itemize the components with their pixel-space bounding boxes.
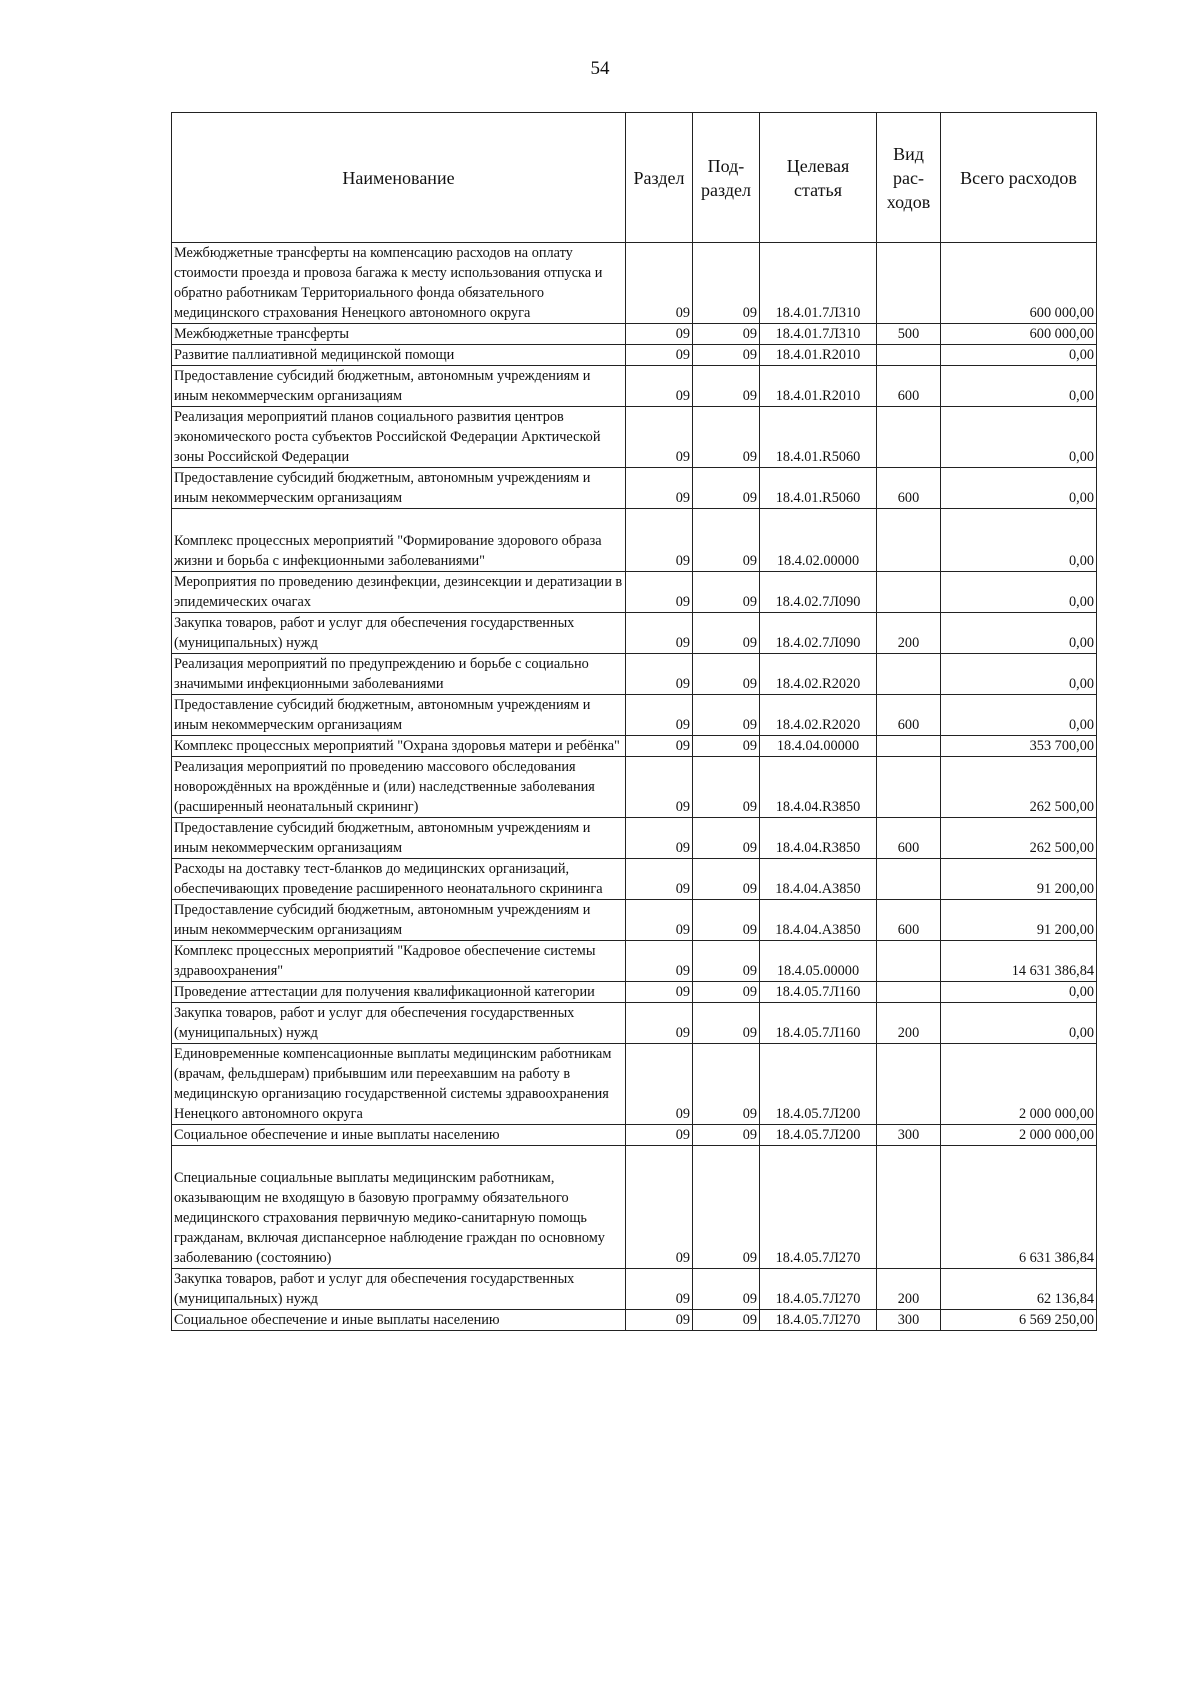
cell-kind xyxy=(877,407,941,468)
table-header-row xyxy=(172,113,1097,243)
cell-total: 0,00 xyxy=(941,468,1097,509)
cell-subsection: 09 xyxy=(693,468,760,509)
cell-target: 18.4.04.R3850 xyxy=(760,757,877,818)
table-row xyxy=(172,468,1097,509)
cell-kind: 600 xyxy=(877,366,941,407)
cell-total: 14 631 386,84 xyxy=(941,941,1097,982)
cell-name: Единовременные компенсационные выплаты медицинским работникам (врачам, фельдшерам) прибывшим или переехавшим на работу в медицинскую организацию государственной системы здравоохранения Ненецкого автономного округа xyxy=(172,1044,626,1125)
cell-kind xyxy=(877,572,941,613)
cell-total: 2 000 000,00 xyxy=(941,1125,1097,1146)
cell-total: 600 000,00 xyxy=(941,243,1097,324)
cell-name: Закупка товаров, работ и услуг для обеспечения государственных (муниципальных) нужд xyxy=(172,1003,626,1044)
cell-name: Предоставление субсидий бюджетным, автономным учреждениям и иным некоммерческим организациям xyxy=(172,468,626,509)
cell-section: 09 xyxy=(626,941,693,982)
cell-name: Развитие паллиативной медицинской помощи xyxy=(172,345,626,366)
header-name: Наименование xyxy=(172,113,626,243)
cell-kind: 300 xyxy=(877,1310,941,1331)
cell-subsection: 09 xyxy=(693,859,760,900)
cell-kind xyxy=(877,654,941,695)
cell-section: 09 xyxy=(626,695,693,736)
cell-target: 18.4.01.R5060 xyxy=(760,407,877,468)
cell-total: 0,00 xyxy=(941,1003,1097,1044)
cell-target: 18.4.04.А3850 xyxy=(760,900,877,941)
cell-total: 262 500,00 xyxy=(941,818,1097,859)
cell-kind: 600 xyxy=(877,900,941,941)
header-subsection-line1: Под- xyxy=(707,155,745,176)
cell-subsection: 09 xyxy=(693,613,760,654)
cell-kind xyxy=(877,757,941,818)
cell-target: 18.4.05.7Л200 xyxy=(760,1044,877,1125)
cell-subsection: 09 xyxy=(693,1269,760,1310)
cell-section: 09 xyxy=(626,1310,693,1331)
cell-subsection: 09 xyxy=(693,654,760,695)
budget-table xyxy=(171,112,1097,1331)
cell-name: Комплекс процессных мероприятий "Кадровое обеспечение системы здравоохранения" xyxy=(172,941,626,982)
cell-section: 09 xyxy=(626,1044,693,1125)
cell-section: 09 xyxy=(626,468,693,509)
cell-subsection: 09 xyxy=(693,366,760,407)
header-subsection-line2: раздел xyxy=(701,179,751,200)
cell-section: 09 xyxy=(626,757,693,818)
table-row xyxy=(172,941,1097,982)
cell-name: Предоставление субсидий бюджетным, автономным учреждениям и иным некоммерческим организациям xyxy=(172,695,626,736)
cell-total: 6 569 250,00 xyxy=(941,1310,1097,1331)
header-subsection xyxy=(693,113,760,243)
cell-section: 09 xyxy=(626,345,693,366)
cell-name: Расходы на доставку тест-бланков до медицинских организаций, обеспечивающих проведение расширенного неонатального скрининга xyxy=(172,859,626,900)
cell-kind xyxy=(877,509,941,572)
cell-name: Закупка товаров, работ и услуг для обеспечения государственных (муниципальных) нужд xyxy=(172,613,626,654)
table-row xyxy=(172,900,1097,941)
page-number: 54 xyxy=(590,58,610,79)
cell-total: 0,00 xyxy=(941,509,1097,572)
cell-name: Социальное обеспечение и иные выплаты населению xyxy=(172,1125,626,1146)
cell-name: Специальные социальные выплаты медицинским работникам, оказывающим не входящую в базовую программу обязательного медицинского страхования первичную медико-санитарную помощь гражданам, включая диспансерное наблюдение граждан по основному заболеванию (состоянию) xyxy=(172,1146,626,1269)
cell-name: Предоставление субсидий бюджетным, автономным учреждениям и иным некоммерческим организациям xyxy=(172,366,626,407)
table-body xyxy=(172,243,1097,1331)
cell-target: 18.4.01.R5060 xyxy=(760,468,877,509)
cell-name: Предоставление субсидий бюджетным, автономным учреждениям и иным некоммерческим организациям xyxy=(172,818,626,859)
cell-kind xyxy=(877,982,941,1003)
cell-name: Проведение аттестации для получения квалификационной категории xyxy=(172,982,626,1003)
cell-section: 09 xyxy=(626,818,693,859)
cell-section: 09 xyxy=(626,982,693,1003)
table-row xyxy=(172,509,1097,572)
cell-subsection: 09 xyxy=(693,572,760,613)
cell-total: 0,00 xyxy=(941,982,1097,1003)
cell-name: Реализация мероприятий по проведению массового обследования новорождённых на врождённые и (или) наследственные заболевания (расширенный неонатальный скрининг) xyxy=(172,757,626,818)
cell-section: 09 xyxy=(626,1146,693,1269)
cell-subsection: 09 xyxy=(693,900,760,941)
cell-subsection: 09 xyxy=(693,982,760,1003)
table-row xyxy=(172,407,1097,468)
cell-section: 09 xyxy=(626,509,693,572)
cell-target: 18.4.05.7Л270 xyxy=(760,1310,877,1331)
table-row xyxy=(172,818,1097,859)
cell-subsection: 09 xyxy=(693,736,760,757)
cell-kind xyxy=(877,345,941,366)
cell-target: 18.4.01.7Л310 xyxy=(760,243,877,324)
cell-kind: 200 xyxy=(877,1003,941,1044)
table-row xyxy=(172,1146,1097,1269)
cell-subsection: 09 xyxy=(693,941,760,982)
cell-kind: 600 xyxy=(877,818,941,859)
cell-kind xyxy=(877,736,941,757)
header-kind xyxy=(877,113,941,243)
cell-section: 09 xyxy=(626,243,693,324)
cell-subsection: 09 xyxy=(693,345,760,366)
table-row xyxy=(172,736,1097,757)
cell-section: 09 xyxy=(626,1269,693,1310)
cell-target: 18.4.02.7Л090 xyxy=(760,572,877,613)
cell-name: Межбюджетные трансферты на компенсацию расходов на оплату стоимости проезда и провоза багажа к месту использования отпуска и обратно работникам Территориального фонда обязательного медицинского страхования Ненецкого автономного округа xyxy=(172,243,626,324)
header-total: Всего расходов xyxy=(941,113,1097,243)
cell-kind: 200 xyxy=(877,613,941,654)
cell-subsection: 09 xyxy=(693,818,760,859)
cell-target: 18.4.02.00000 xyxy=(760,509,877,572)
cell-subsection: 09 xyxy=(693,407,760,468)
cell-subsection: 09 xyxy=(693,757,760,818)
cell-name: Комплекс процессных мероприятий "Охрана здоровья матери и ребёнка" xyxy=(172,736,626,757)
cell-total: 353 700,00 xyxy=(941,736,1097,757)
cell-kind: 600 xyxy=(877,695,941,736)
cell-subsection: 09 xyxy=(693,1125,760,1146)
cell-kind xyxy=(877,859,941,900)
cell-name: Мероприятия по проведению дезинфекции, дезинсекции и дератизации в эпидемических очагах xyxy=(172,572,626,613)
table-row xyxy=(172,695,1097,736)
cell-section: 09 xyxy=(626,859,693,900)
table-row xyxy=(172,345,1097,366)
table-row xyxy=(172,859,1097,900)
cell-total: 6 631 386,84 xyxy=(941,1146,1097,1269)
cell-total: 91 200,00 xyxy=(941,900,1097,941)
table-row xyxy=(172,982,1097,1003)
cell-kind: 300 xyxy=(877,1125,941,1146)
cell-subsection: 09 xyxy=(693,1146,760,1269)
cell-kind: 200 xyxy=(877,1269,941,1310)
header-section: Раздел xyxy=(626,113,693,243)
cell-target: 18.4.02.R2020 xyxy=(760,654,877,695)
cell-subsection: 09 xyxy=(693,1310,760,1331)
table-row xyxy=(172,1125,1097,1146)
cell-total: 0,00 xyxy=(941,572,1097,613)
cell-target: 18.4.05.7Л160 xyxy=(760,1003,877,1044)
cell-total: 62 136,84 xyxy=(941,1269,1097,1310)
cell-total: 600 000,00 xyxy=(941,324,1097,345)
table-row xyxy=(172,572,1097,613)
cell-kind xyxy=(877,941,941,982)
cell-section: 09 xyxy=(626,900,693,941)
cell-total: 0,00 xyxy=(941,345,1097,366)
cell-target: 18.4.05.7Л160 xyxy=(760,982,877,1003)
cell-target: 18.4.04.R3850 xyxy=(760,818,877,859)
header-target-line2: статья xyxy=(794,179,842,200)
header-target xyxy=(760,113,877,243)
cell-section: 09 xyxy=(626,736,693,757)
cell-subsection: 09 xyxy=(693,324,760,345)
cell-kind xyxy=(877,1044,941,1125)
cell-total: 0,00 xyxy=(941,613,1097,654)
cell-section: 09 xyxy=(626,407,693,468)
cell-target: 18.4.05.00000 xyxy=(760,941,877,982)
cell-name: Предоставление субсидий бюджетным, автономным учреждениям и иным некоммерческим организациям xyxy=(172,900,626,941)
cell-kind xyxy=(877,243,941,324)
cell-section: 09 xyxy=(626,1125,693,1146)
header-target-line1: Целевая xyxy=(786,155,850,176)
cell-total: 91 200,00 xyxy=(941,859,1097,900)
cell-total: 0,00 xyxy=(941,366,1097,407)
cell-name: Межбюджетные трансферты xyxy=(172,324,626,345)
cell-target: 18.4.05.7Л270 xyxy=(760,1146,877,1269)
cell-name: Реализация мероприятий по предупреждению и борьбе с социально значимыми инфекционными заболеваниями xyxy=(172,654,626,695)
cell-section: 09 xyxy=(626,1003,693,1044)
cell-kind xyxy=(877,1146,941,1269)
cell-subsection: 09 xyxy=(693,1044,760,1125)
cell-name: Реализация мероприятий планов социального развития центров экономического роста субъектов Российской Федерации Арктической зоны Российской Федерации xyxy=(172,407,626,468)
cell-section: 09 xyxy=(626,366,693,407)
cell-section: 09 xyxy=(626,324,693,345)
table-row xyxy=(172,1269,1097,1310)
cell-target: 18.4.05.7Л200 xyxy=(760,1125,877,1146)
cell-section: 09 xyxy=(626,654,693,695)
cell-name: Комплекс процессных мероприятий "Формирование здорового образа жизни и борьба с инфекционными заболеваниями" xyxy=(172,509,626,572)
cell-target: 18.4.01.7Л310 xyxy=(760,324,877,345)
table-row xyxy=(172,1310,1097,1331)
table-row xyxy=(172,243,1097,324)
cell-total: 0,00 xyxy=(941,695,1097,736)
cell-target: 18.4.04.00000 xyxy=(760,736,877,757)
cell-target: 18.4.02.R2020 xyxy=(760,695,877,736)
table-row xyxy=(172,757,1097,818)
cell-target: 18.4.01.R2010 xyxy=(760,366,877,407)
header-kind-line2: рас- xyxy=(893,167,924,188)
table-row xyxy=(172,1044,1097,1125)
cell-target: 18.4.04.А3850 xyxy=(760,859,877,900)
cell-total: 262 500,00 xyxy=(941,757,1097,818)
cell-total: 0,00 xyxy=(941,654,1097,695)
table-row xyxy=(172,366,1097,407)
cell-target: 18.4.02.7Л090 xyxy=(760,613,877,654)
header-kind-line1: Вид xyxy=(893,143,924,164)
cell-name: Социальное обеспечение и иные выплаты населению xyxy=(172,1310,626,1331)
cell-section: 09 xyxy=(626,572,693,613)
table-row xyxy=(172,324,1097,345)
cell-subsection: 09 xyxy=(693,509,760,572)
cell-kind: 600 xyxy=(877,468,941,509)
cell-total: 2 000 000,00 xyxy=(941,1044,1097,1125)
cell-subsection: 09 xyxy=(693,695,760,736)
cell-subsection: 09 xyxy=(693,243,760,324)
cell-subsection: 09 xyxy=(693,1003,760,1044)
cell-target: 18.4.05.7Л270 xyxy=(760,1269,877,1310)
cell-name: Закупка товаров, работ и услуг для обеспечения государственных (муниципальных) нужд xyxy=(172,1269,626,1310)
cell-total: 0,00 xyxy=(941,407,1097,468)
table-row xyxy=(172,654,1097,695)
table-row xyxy=(172,613,1097,654)
cell-section: 09 xyxy=(626,613,693,654)
table-row xyxy=(172,1003,1097,1044)
cell-kind: 500 xyxy=(877,324,941,345)
header-kind-line3: ходов xyxy=(886,191,931,212)
cell-target: 18.4.01.R2010 xyxy=(760,345,877,366)
